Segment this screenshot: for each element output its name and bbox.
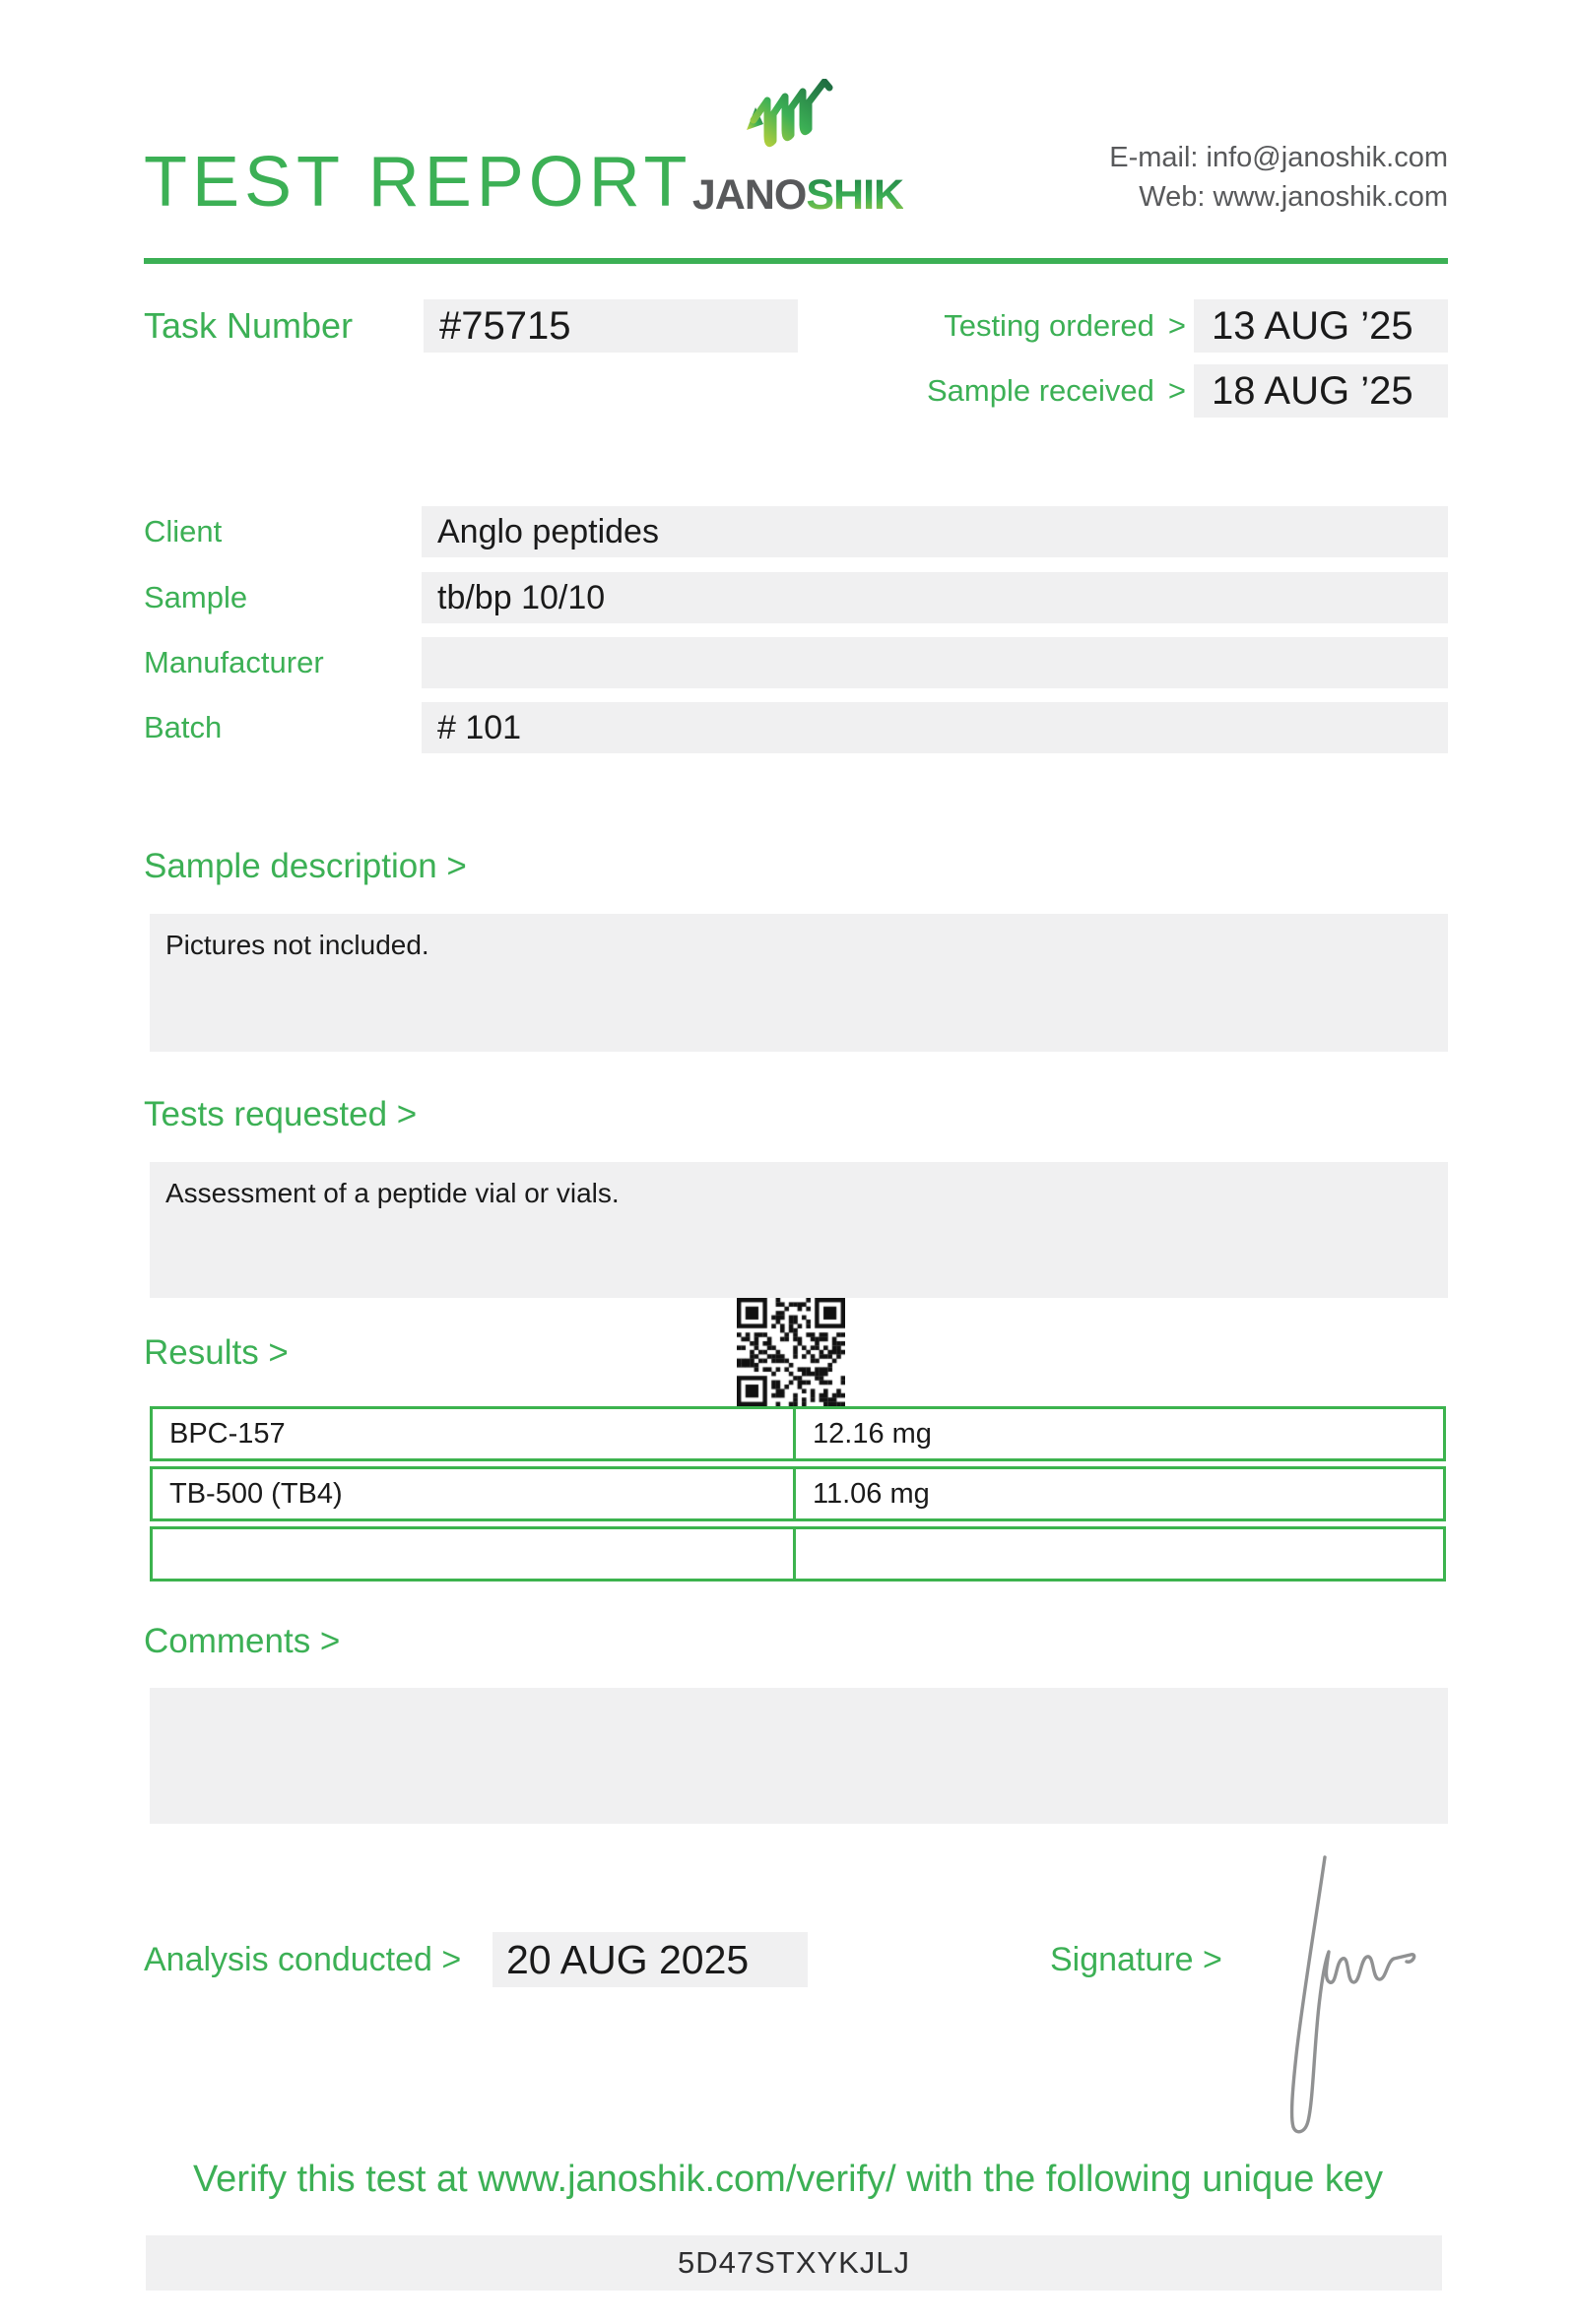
- results-table: [150, 1406, 1446, 1582]
- unique-key: 5D47STXYKJLJ: [146, 2235, 1442, 2291]
- manufacturer-value: [422, 637, 1448, 688]
- analyte-cell: TB-500 (TB4): [153, 1469, 796, 1518]
- contact-email: E-mail: info@janoshik.com: [1109, 142, 1448, 173]
- batch-value: # 101: [422, 702, 1448, 753]
- logo-jano: JANO: [691, 171, 807, 219]
- contact-info: [975, 138, 1448, 217]
- qr-code: [737, 1298, 845, 1406]
- arrow-icon: >: [1167, 373, 1186, 408]
- tests-requested-heading: Tests requested >: [144, 1095, 418, 1133]
- tests-requested-box: Assessment of a peptide vial or vials.: [150, 1162, 1448, 1298]
- analysis-conducted-value: 20 AUG 2025: [492, 1932, 808, 1987]
- table-row: [150, 1466, 1446, 1521]
- contact-web: Web: www.janoshik.com: [1139, 181, 1448, 213]
- amount-cell: 12.16 mg: [813, 1417, 932, 1450]
- signature-image: [1263, 1843, 1420, 2139]
- manufacturer-label: Manufacturer: [144, 645, 324, 679]
- sample-received-label: [881, 364, 1186, 418]
- sample-received-value: 18 AUG ’25: [1194, 364, 1448, 418]
- table-row: [150, 1406, 1446, 1461]
- growth-chart-arrow-icon: [743, 79, 841, 169]
- table-row: [150, 1526, 1446, 1582]
- logo-shik: SHIK: [806, 171, 904, 219]
- testing-ordered-value: 13 AUG ’25: [1194, 299, 1448, 353]
- analyte-cell: BPC-157: [153, 1409, 796, 1458]
- sample-description-box: Pictures not included.: [150, 914, 1448, 1052]
- testing-ordered-label: [881, 299, 1186, 353]
- logo-wordmark: [680, 171, 916, 220]
- comments-heading: Comments >: [144, 1622, 341, 1660]
- batch-label: Batch: [144, 710, 223, 744]
- sample-value: tb/bp 10/10: [422, 572, 1448, 623]
- signature-label: Signature >: [1050, 1940, 1222, 1978]
- analysis-conducted-label: Analysis conducted >: [144, 1940, 462, 1978]
- page-title: TEST REPORT: [144, 143, 692, 222]
- sample-received-text: Sample received: [926, 373, 1154, 408]
- arrow-icon: >: [1167, 308, 1186, 343]
- amount-cell: 11.06 mg: [813, 1477, 930, 1510]
- client-label: Client: [144, 514, 223, 549]
- testing-ordered-text: Testing ordered: [944, 308, 1154, 343]
- janoshik-logo: [680, 75, 916, 223]
- sample-description-heading: Sample description >: [144, 847, 467, 885]
- task-number-label: Task Number: [144, 305, 354, 346]
- comments-box: [150, 1688, 1448, 1824]
- results-heading: Results >: [144, 1333, 289, 1372]
- header-divider: [144, 258, 1448, 264]
- analyte-cell: [153, 1529, 796, 1579]
- client-value: Anglo peptides: [422, 506, 1448, 557]
- task-number-value: #75715: [424, 299, 798, 353]
- sample-label: Sample: [144, 580, 248, 614]
- amount-cell: [796, 1529, 1443, 1579]
- verify-instruction: Verify this test at www.janoshik.com/verify/ with the following unique key: [192, 2159, 1384, 2200]
